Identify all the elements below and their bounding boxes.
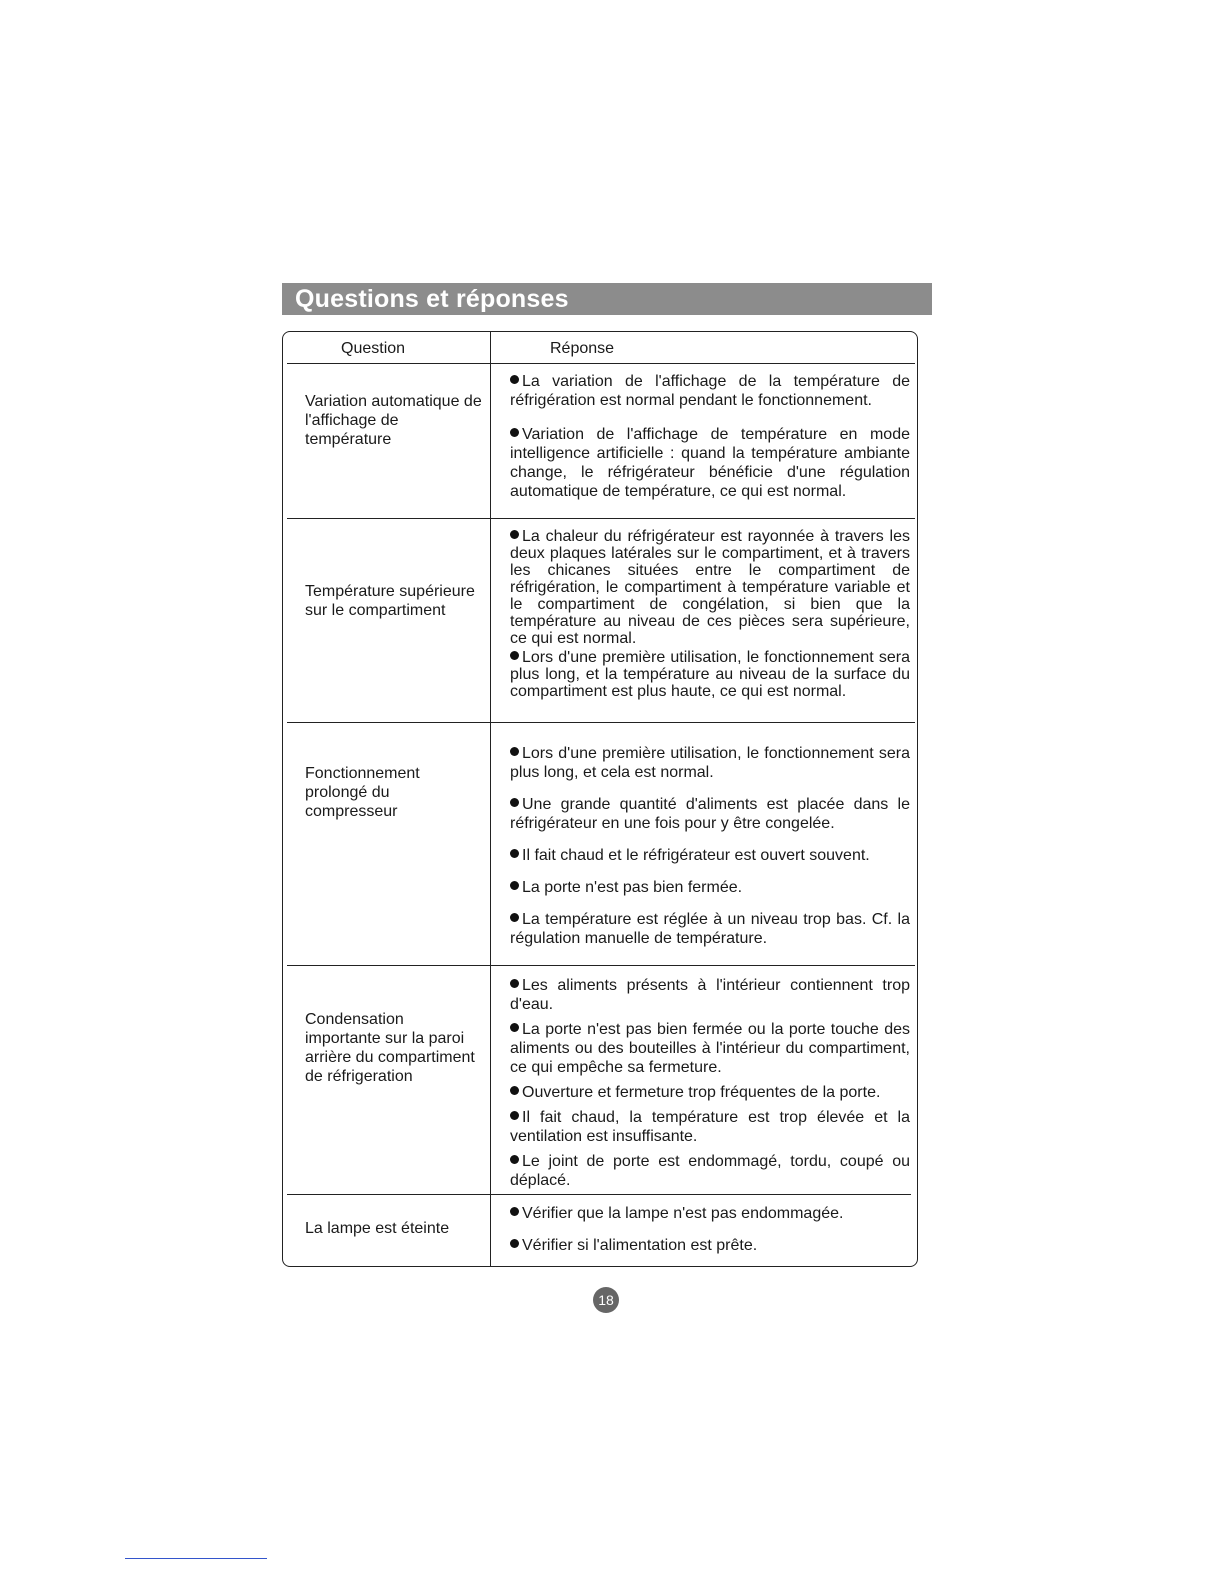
bullet-icon: [510, 375, 519, 384]
bullet-icon: [510, 1111, 519, 1120]
answer-item: La chaleur du réfrigérateur est rayonnée à travers les deux plaques latérales sur le compartiment, et à travers les chicanes situées entre le compartiment de réfrigération, le compartiment à température variable et le compartiment de congélation, si bien que la température au niveau de ces pièces sera supérieure, ce qui est normal.: [510, 528, 910, 647]
bullet-icon: [510, 428, 519, 437]
answer-item: Vérifier si l'alimentation est prête.: [510, 1236, 910, 1255]
bullet-icon: [510, 1086, 519, 1095]
header-question: Question: [341, 340, 406, 357]
answer-item: La température est réglée à un niveau trop bas. Cf. la régulation manuelle de température.: [510, 911, 910, 947]
answer-item: Il fait chaud et le réfrigérateur est ouvert souvent.: [510, 846, 910, 865]
row-answers: [510, 744, 910, 948]
row-question: Variation automatique de l'affichage de température: [305, 393, 482, 448]
bullet-icon: [510, 881, 519, 890]
footer-rule: [125, 1558, 267, 1559]
bullet-icon: [510, 651, 519, 660]
bullet-icon: [510, 979, 519, 988]
answer-item: Les aliments présents à l'intérieur contiennent trop d'eau.: [510, 977, 910, 1013]
bullet-icon: [510, 1023, 519, 1032]
row-divider: [287, 518, 915, 519]
bullet-icon: [510, 1155, 519, 1164]
answer-item: Vérifier que la lampe n'est pas endommagée.: [510, 1204, 910, 1223]
answer-item: Lors d'une première utilisation, le fonctionnement sera plus long, et cela est normal.: [510, 745, 910, 781]
answer-item: Lors d'une première utilisation, le fonctionnement sera plus long, et la température au niveau de la surface du compartiment est plus haute, ce qui est normal.: [510, 649, 910, 700]
answer-item: Variation de l'affichage de température en mode intelligence artificielle : quand la température ambiante change, le réfrigérateur bénéficie d'une régulation automatique de température, ce qui est normal.: [510, 426, 910, 500]
section-title-bar: [282, 283, 932, 315]
bullet-icon: [510, 849, 519, 858]
header-answer: Réponse: [550, 340, 615, 357]
row-question: Condensation importante sur la paroi arrière du compartiment de réfrigeration: [305, 1011, 475, 1085]
answer-item: La porte n'est pas bien fermée ou la porte touche des aliments ou des bouteilles à l'intérieur du compartiment, ce qui empêche sa fermeture.: [510, 1021, 910, 1076]
row-answers: [510, 976, 910, 1190]
answer-item: Il fait chaud, la température est trop élevée et la ventilation est insuffisante.: [510, 1109, 910, 1145]
bullet-icon: [510, 913, 519, 922]
page-number-badge: 18: [593, 1287, 619, 1313]
row-question: Fonctionnement prolongé du compresseur: [305, 765, 420, 820]
row-answers: [510, 528, 910, 700]
answer-item: La porte n'est pas bien fermée.: [510, 878, 910, 897]
bullet-icon: [510, 747, 519, 756]
answer-item: La variation de l'affichage de la température de réfrigération est normal pendant le fonctionnement.: [510, 373, 910, 409]
row-answers: [510, 1204, 910, 1255]
row-answers: [510, 372, 910, 501]
row-divider: [287, 965, 915, 966]
row-divider: [287, 1194, 911, 1195]
qa-table: [282, 331, 918, 1267]
bullet-icon: [510, 530, 519, 539]
row-question: Température supérieure sur le compartiment: [305, 583, 475, 619]
bullet-icon: [510, 1239, 519, 1248]
column-divider: [490, 332, 491, 1266]
bullet-icon: [510, 1207, 519, 1216]
answer-item: Ouverture et fermeture trop fréquentes de la porte.: [510, 1083, 910, 1102]
bullet-icon: [510, 798, 519, 807]
row-divider: [287, 363, 915, 364]
answer-item: Une grande quantité d'aliments est placée dans le réfrigérateur en une fois pour y être congelée.: [510, 796, 910, 832]
row-question: La lampe est éteinte: [305, 1220, 450, 1237]
answer-item: Le joint de porte est endommagé, tordu, coupé ou déplacé.: [510, 1153, 910, 1189]
row-divider: [287, 722, 915, 723]
page-title: Questions et réponses: [295, 284, 569, 313]
